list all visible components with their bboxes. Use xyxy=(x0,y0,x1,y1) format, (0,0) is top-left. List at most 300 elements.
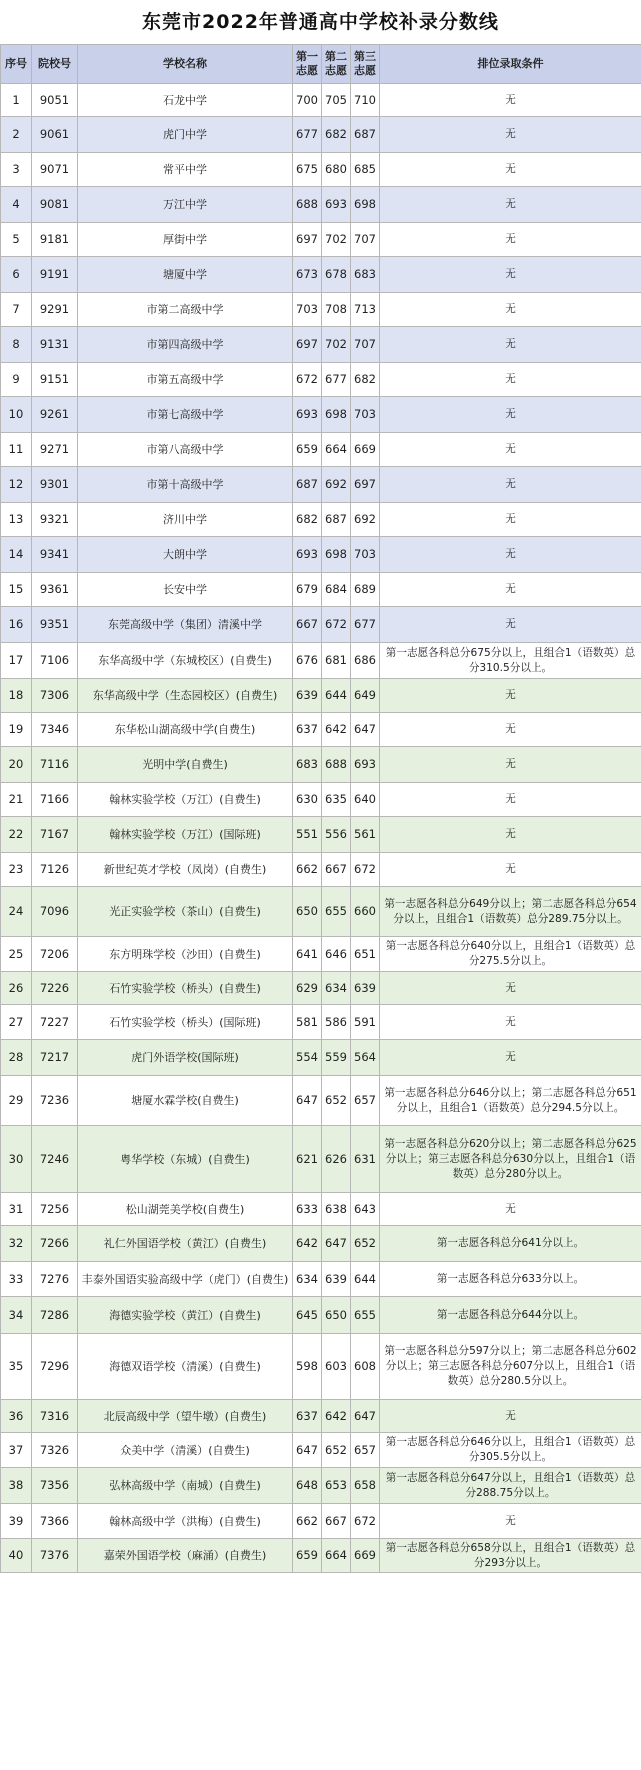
cell-third-choice: 669 xyxy=(351,433,380,467)
cell-condition: 无 xyxy=(380,853,641,887)
cell-condition: 无 xyxy=(380,573,641,607)
cell-code: 7116 xyxy=(32,747,78,783)
cell-third-choice: 672 xyxy=(351,1504,380,1539)
cell-second-choice: 692 xyxy=(322,467,351,503)
score-table xyxy=(0,44,641,1573)
table-row xyxy=(1,223,641,257)
table-row xyxy=(1,1504,641,1539)
table-row xyxy=(1,257,641,293)
cell-school-name: 万江中学 xyxy=(78,187,293,223)
cell-code: 7246 xyxy=(32,1126,78,1193)
cell-condition: 无 xyxy=(380,607,641,643)
cell-condition: 第一志愿各科总分644分以上。 xyxy=(380,1297,641,1334)
cell-first-choice: 693 xyxy=(293,397,322,433)
cell-second-choice: 635 xyxy=(322,783,351,817)
cell-third-choice: 685 xyxy=(351,153,380,187)
cell-second-choice: 646 xyxy=(322,937,351,972)
cell-school-name: 东方明珠学校（沙田）(自费生) xyxy=(78,937,293,972)
header-index: 序号 xyxy=(1,45,32,84)
cell-code: 7236 xyxy=(32,1076,78,1126)
table-row xyxy=(1,537,641,573)
cell-condition: 第一志愿各科总分675分以上，且组合1（语数英）总分310.5分以上。 xyxy=(380,643,641,679)
table-row xyxy=(1,1400,641,1433)
cell-condition: 第一志愿各科总分620分以上；第二志愿各科总分625分以上；第三志愿各科总分630分以上，且组合1（语数英）总分280分以上。 xyxy=(380,1126,641,1193)
cell-second-choice: 603 xyxy=(322,1334,351,1400)
table-row xyxy=(1,853,641,887)
cell-third-choice: 710 xyxy=(351,84,380,117)
cell-index: 26 xyxy=(1,972,32,1005)
cell-condition: 第一志愿各科总分658分以上，且组合1（语数英）总分293分以上。 xyxy=(380,1539,641,1573)
cell-school-name: 常平中学 xyxy=(78,153,293,187)
table-row xyxy=(1,783,641,817)
cell-index: 12 xyxy=(1,467,32,503)
cell-second-choice: 647 xyxy=(322,1226,351,1262)
cell-third-choice: 713 xyxy=(351,293,380,327)
cell-school-name: 市第五高级中学 xyxy=(78,363,293,397)
cell-second-choice: 644 xyxy=(322,679,351,713)
cell-code: 9181 xyxy=(32,223,78,257)
table-row xyxy=(1,937,641,972)
table-row xyxy=(1,1468,641,1504)
table-row xyxy=(1,1126,641,1193)
cell-code: 7106 xyxy=(32,643,78,679)
cell-first-choice: 633 xyxy=(293,1193,322,1226)
cell-second-choice: 626 xyxy=(322,1126,351,1193)
cell-second-choice: 639 xyxy=(322,1262,351,1297)
cell-index: 22 xyxy=(1,817,32,853)
cell-second-choice: 559 xyxy=(322,1040,351,1076)
cell-school-name: 新世纪英才学校（凤岗）(自费生) xyxy=(78,853,293,887)
cell-second-choice: 653 xyxy=(322,1468,351,1504)
cell-school-name: 东莞高级中学（集团）清溪中学 xyxy=(78,607,293,643)
header-second-choice: 第二志愿 xyxy=(322,45,351,84)
cell-index: 13 xyxy=(1,503,32,537)
cell-condition: 无 xyxy=(380,747,641,783)
header-first-choice: 第一志愿 xyxy=(293,45,322,84)
cell-index: 25 xyxy=(1,937,32,972)
table-row xyxy=(1,1262,641,1297)
cell-index: 7 xyxy=(1,293,32,327)
cell-school-name: 松山湖莞美学校(自费生) xyxy=(78,1193,293,1226)
cell-second-choice: 687 xyxy=(322,503,351,537)
cell-second-choice: 708 xyxy=(322,293,351,327)
cell-school-name: 厚街中学 xyxy=(78,223,293,257)
cell-second-choice: 702 xyxy=(322,223,351,257)
cell-school-name: 塘厦水霖学校(自费生) xyxy=(78,1076,293,1126)
cell-index: 37 xyxy=(1,1433,32,1468)
cell-school-name: 东华高级中学（生态园校区）(自费生) xyxy=(78,679,293,713)
cell-index: 18 xyxy=(1,679,32,713)
cell-third-choice: 647 xyxy=(351,1400,380,1433)
cell-condition: 第一志愿各科总分597分以上；第二志愿各科总分602分以上；第三志愿各科总分607分以上，且组合1（语数英）总分280.5分以上。 xyxy=(380,1334,641,1400)
cell-code: 9151 xyxy=(32,363,78,397)
cell-school-name: 塘厦中学 xyxy=(78,257,293,293)
cell-condition: 无 xyxy=(380,293,641,327)
cell-second-choice: 688 xyxy=(322,747,351,783)
cell-first-choice: 697 xyxy=(293,327,322,363)
cell-index: 19 xyxy=(1,713,32,747)
cell-second-choice: 667 xyxy=(322,853,351,887)
cell-first-choice: 673 xyxy=(293,257,322,293)
cell-condition: 无 xyxy=(380,1040,641,1076)
table-row xyxy=(1,887,641,937)
cell-first-choice: 650 xyxy=(293,887,322,937)
cell-code: 7167 xyxy=(32,817,78,853)
cell-condition: 无 xyxy=(380,84,641,117)
cell-third-choice: 649 xyxy=(351,679,380,713)
cell-third-choice: 687 xyxy=(351,117,380,153)
cell-first-choice: 672 xyxy=(293,363,322,397)
cell-condition: 第一志愿各科总分649分以上；第二志愿各科总分654分以上，且组合1（语数英）总分289.75分以上。 xyxy=(380,887,641,937)
cell-code: 7126 xyxy=(32,853,78,887)
cell-index: 4 xyxy=(1,187,32,223)
cell-school-name: 市第七高级中学 xyxy=(78,397,293,433)
cell-school-name: 虎门中学 xyxy=(78,117,293,153)
cell-code: 7326 xyxy=(32,1433,78,1468)
table-row xyxy=(1,643,641,679)
cell-index: 2 xyxy=(1,117,32,153)
cell-school-name: 光明中学(自费生) xyxy=(78,747,293,783)
cell-third-choice: 669 xyxy=(351,1539,380,1573)
cell-school-name: 海德实验学校（黄江）(自费生) xyxy=(78,1297,293,1334)
cell-index: 24 xyxy=(1,887,32,937)
cell-code: 7296 xyxy=(32,1334,78,1400)
cell-first-choice: 697 xyxy=(293,223,322,257)
cell-third-choice: 652 xyxy=(351,1226,380,1262)
cell-school-name: 丰泰外国语实验高级中学（虎门）(自费生) xyxy=(78,1262,293,1297)
cell-school-name: 虎门外语学校(国际班) xyxy=(78,1040,293,1076)
cell-second-choice: 698 xyxy=(322,397,351,433)
cell-index: 16 xyxy=(1,607,32,643)
cell-code: 9301 xyxy=(32,467,78,503)
cell-school-name: 海德双语学校（清溪）(自费生) xyxy=(78,1334,293,1400)
cell-index: 38 xyxy=(1,1468,32,1504)
cell-index: 36 xyxy=(1,1400,32,1433)
cell-code: 7286 xyxy=(32,1297,78,1334)
cell-first-choice: 662 xyxy=(293,853,322,887)
table-row xyxy=(1,187,641,223)
cell-school-name: 翰林高级中学（洪梅）(自费生) xyxy=(78,1504,293,1539)
cell-first-choice: 637 xyxy=(293,713,322,747)
cell-second-choice: 655 xyxy=(322,887,351,937)
cell-first-choice: 667 xyxy=(293,607,322,643)
cell-second-choice: 682 xyxy=(322,117,351,153)
cell-index: 32 xyxy=(1,1226,32,1262)
cell-condition: 无 xyxy=(380,679,641,713)
cell-code: 9291 xyxy=(32,293,78,327)
cell-school-name: 翰林实验学校（万江）(自费生) xyxy=(78,783,293,817)
table-row xyxy=(1,153,641,187)
cell-first-choice: 637 xyxy=(293,1400,322,1433)
cell-condition: 无 xyxy=(380,433,641,467)
cell-second-choice: 650 xyxy=(322,1297,351,1334)
cell-index: 33 xyxy=(1,1262,32,1297)
cell-school-name: 东华高级中学（东城校区）(自费生) xyxy=(78,643,293,679)
cell-second-choice: 677 xyxy=(322,363,351,397)
cell-code: 7316 xyxy=(32,1400,78,1433)
cell-condition: 无 xyxy=(380,783,641,817)
cell-third-choice: 693 xyxy=(351,747,380,783)
header-school-name: 学校名称 xyxy=(78,45,293,84)
cell-condition: 无 xyxy=(380,1005,641,1040)
cell-index: 11 xyxy=(1,433,32,467)
cell-condition: 无 xyxy=(380,363,641,397)
cell-first-choice: 629 xyxy=(293,972,322,1005)
table-row xyxy=(1,1539,641,1573)
cell-school-name: 市第四高级中学 xyxy=(78,327,293,363)
cell-third-choice: 640 xyxy=(351,783,380,817)
cell-third-choice: 692 xyxy=(351,503,380,537)
cell-code: 9351 xyxy=(32,607,78,643)
table-row xyxy=(1,363,641,397)
cell-code: 7166 xyxy=(32,783,78,817)
table-row xyxy=(1,607,641,643)
cell-second-choice: 556 xyxy=(322,817,351,853)
table-row xyxy=(1,117,641,153)
cell-index: 20 xyxy=(1,747,32,783)
cell-code: 7206 xyxy=(32,937,78,972)
cell-third-choice: 703 xyxy=(351,537,380,573)
table-row xyxy=(1,817,641,853)
cell-index: 8 xyxy=(1,327,32,363)
cell-code: 7366 xyxy=(32,1504,78,1539)
cell-condition: 无 xyxy=(380,327,641,363)
cell-school-name: 嘉荣外国语学校（麻涌）(自费生) xyxy=(78,1539,293,1573)
cell-condition: 无 xyxy=(380,467,641,503)
cell-index: 27 xyxy=(1,1005,32,1040)
cell-second-choice: 652 xyxy=(322,1076,351,1126)
cell-third-choice: 644 xyxy=(351,1262,380,1297)
cell-index: 30 xyxy=(1,1126,32,1193)
cell-school-name: 市第二高级中学 xyxy=(78,293,293,327)
cell-third-choice: 657 xyxy=(351,1433,380,1468)
cell-first-choice: 688 xyxy=(293,187,322,223)
cell-index: 21 xyxy=(1,783,32,817)
table-row xyxy=(1,397,641,433)
cell-code: 9061 xyxy=(32,117,78,153)
table-row xyxy=(1,327,641,363)
cell-code: 9361 xyxy=(32,573,78,607)
cell-condition: 无 xyxy=(380,187,641,223)
cell-condition: 第一志愿各科总分646分以上；第二志愿各科总分651分以上，且组合1（语数英）总分294.5分以上。 xyxy=(380,1076,641,1126)
cell-second-choice: 586 xyxy=(322,1005,351,1040)
table-row xyxy=(1,293,641,327)
cell-second-choice: 634 xyxy=(322,972,351,1005)
cell-school-name: 光正实验学校（茶山）(自费生) xyxy=(78,887,293,937)
cell-second-choice: 680 xyxy=(322,153,351,187)
cell-school-name: 众美中学（清溪）(自费生) xyxy=(78,1433,293,1468)
cell-code: 9071 xyxy=(32,153,78,187)
cell-second-choice: 642 xyxy=(322,1400,351,1433)
cell-school-name: 大朗中学 xyxy=(78,537,293,573)
cell-condition: 无 xyxy=(380,223,641,257)
cell-third-choice: 651 xyxy=(351,937,380,972)
cell-third-choice: 564 xyxy=(351,1040,380,1076)
cell-first-choice: 703 xyxy=(293,293,322,327)
cell-third-choice: 561 xyxy=(351,817,380,853)
cell-code: 9051 xyxy=(32,84,78,117)
cell-second-choice: 672 xyxy=(322,607,351,643)
table-row xyxy=(1,1433,641,1468)
table-row xyxy=(1,84,641,117)
cell-condition: 无 xyxy=(380,1504,641,1539)
cell-third-choice: 658 xyxy=(351,1468,380,1504)
cell-third-choice: 689 xyxy=(351,573,380,607)
cell-school-name: 济川中学 xyxy=(78,503,293,537)
cell-second-choice: 638 xyxy=(322,1193,351,1226)
cell-condition: 无 xyxy=(380,1193,641,1226)
cell-third-choice: 639 xyxy=(351,972,380,1005)
cell-first-choice: 662 xyxy=(293,1504,322,1539)
cell-school-name: 北辰高级中学（望牛墩）(自费生) xyxy=(78,1400,293,1433)
cell-third-choice: 698 xyxy=(351,187,380,223)
cell-first-choice: 676 xyxy=(293,643,322,679)
cell-school-name: 石竹实验学校（桥头）(自费生) xyxy=(78,972,293,1005)
header-condition: 排位录取条件 xyxy=(380,45,641,84)
cell-condition: 无 xyxy=(380,972,641,1005)
cell-first-choice: 581 xyxy=(293,1005,322,1040)
cell-index: 9 xyxy=(1,363,32,397)
cell-code: 7256 xyxy=(32,1193,78,1226)
cell-school-name: 东华松山湖高级中学(自费生) xyxy=(78,713,293,747)
cell-condition: 第一志愿各科总分633分以上。 xyxy=(380,1262,641,1297)
cell-condition: 第一志愿各科总分646分以上，且组合1（语数英）总分305.5分以上。 xyxy=(380,1433,641,1468)
cell-third-choice: 608 xyxy=(351,1334,380,1400)
cell-index: 1 xyxy=(1,84,32,117)
cell-first-choice: 693 xyxy=(293,537,322,573)
cell-code: 9081 xyxy=(32,187,78,223)
cell-code: 9261 xyxy=(32,397,78,433)
cell-third-choice: 686 xyxy=(351,643,380,679)
cell-index: 40 xyxy=(1,1539,32,1573)
cell-school-name: 弘林高级中学（南城）(自费生) xyxy=(78,1468,293,1504)
cell-condition: 第一志愿各科总分647分以上，且组合1（语数英）总分288.75分以上。 xyxy=(380,1468,641,1504)
cell-index: 10 xyxy=(1,397,32,433)
table-row xyxy=(1,503,641,537)
cell-school-name: 长安中学 xyxy=(78,573,293,607)
cell-code: 7266 xyxy=(32,1226,78,1262)
cell-index: 23 xyxy=(1,853,32,887)
cell-second-choice: 664 xyxy=(322,1539,351,1573)
cell-index: 17 xyxy=(1,643,32,679)
cell-condition: 无 xyxy=(380,1400,641,1433)
cell-code: 7096 xyxy=(32,887,78,937)
cell-index: 6 xyxy=(1,257,32,293)
header-row xyxy=(1,45,641,84)
cell-first-choice: 647 xyxy=(293,1433,322,1468)
table-row xyxy=(1,1005,641,1040)
cell-third-choice: 655 xyxy=(351,1297,380,1334)
cell-code: 7346 xyxy=(32,713,78,747)
cell-code: 9321 xyxy=(32,503,78,537)
cell-first-choice: 647 xyxy=(293,1076,322,1126)
cell-first-choice: 659 xyxy=(293,433,322,467)
cell-school-name: 市第十高级中学 xyxy=(78,467,293,503)
cell-second-choice: 678 xyxy=(322,257,351,293)
cell-code: 7356 xyxy=(32,1468,78,1504)
table-row xyxy=(1,433,641,467)
cell-third-choice: 707 xyxy=(351,223,380,257)
cell-code: 7276 xyxy=(32,1262,78,1297)
cell-school-name: 翰林实验学校（万江）(国际班) xyxy=(78,817,293,853)
cell-index: 28 xyxy=(1,1040,32,1076)
cell-third-choice: 643 xyxy=(351,1193,380,1226)
cell-first-choice: 621 xyxy=(293,1126,322,1193)
cell-second-choice: 705 xyxy=(322,84,351,117)
cell-third-choice: 682 xyxy=(351,363,380,397)
cell-third-choice: 660 xyxy=(351,887,380,937)
cell-first-choice: 700 xyxy=(293,84,322,117)
cell-index: 15 xyxy=(1,573,32,607)
cell-condition: 无 xyxy=(380,503,641,537)
table-row xyxy=(1,1226,641,1262)
table-row xyxy=(1,1076,641,1126)
cell-condition: 无 xyxy=(380,257,641,293)
cell-third-choice: 697 xyxy=(351,467,380,503)
cell-condition: 无 xyxy=(380,117,641,153)
cell-code: 7226 xyxy=(32,972,78,1005)
cell-third-choice: 591 xyxy=(351,1005,380,1040)
cell-first-choice: 648 xyxy=(293,1468,322,1504)
cell-first-choice: 598 xyxy=(293,1334,322,1400)
cell-index: 3 xyxy=(1,153,32,187)
header-third-choice: 第三志愿 xyxy=(351,45,380,84)
cell-first-choice: 641 xyxy=(293,937,322,972)
cell-code: 9191 xyxy=(32,257,78,293)
cell-index: 29 xyxy=(1,1076,32,1126)
cell-second-choice: 652 xyxy=(322,1433,351,1468)
cell-index: 14 xyxy=(1,537,32,573)
header-code: 院校号 xyxy=(32,45,78,84)
cell-index: 31 xyxy=(1,1193,32,1226)
cell-first-choice: 677 xyxy=(293,117,322,153)
table-row xyxy=(1,467,641,503)
cell-first-choice: 682 xyxy=(293,503,322,537)
cell-first-choice: 659 xyxy=(293,1539,322,1573)
page-title: 东莞市2022年普通高中学校补录分数线 xyxy=(142,11,499,33)
cell-third-choice: 683 xyxy=(351,257,380,293)
cell-school-name: 粤华学校（东城）(自费生) xyxy=(78,1126,293,1193)
cell-second-choice: 698 xyxy=(322,537,351,573)
table-row xyxy=(1,573,641,607)
cell-code: 9131 xyxy=(32,327,78,363)
cell-first-choice: 675 xyxy=(293,153,322,187)
cell-third-choice: 672 xyxy=(351,853,380,887)
cell-condition: 无 xyxy=(380,397,641,433)
cell-third-choice: 703 xyxy=(351,397,380,433)
cell-index: 5 xyxy=(1,223,32,257)
cell-second-choice: 664 xyxy=(322,433,351,467)
table-row xyxy=(1,747,641,783)
cell-first-choice: 679 xyxy=(293,573,322,607)
cell-condition: 无 xyxy=(380,537,641,573)
cell-third-choice: 657 xyxy=(351,1076,380,1126)
cell-condition: 无 xyxy=(380,713,641,747)
cell-first-choice: 642 xyxy=(293,1226,322,1262)
table-row xyxy=(1,1334,641,1400)
cell-first-choice: 639 xyxy=(293,679,322,713)
cell-code: 7376 xyxy=(32,1539,78,1573)
cell-condition: 无 xyxy=(380,153,641,187)
cell-school-name: 市第八高级中学 xyxy=(78,433,293,467)
cell-first-choice: 630 xyxy=(293,783,322,817)
cell-first-choice: 551 xyxy=(293,817,322,853)
cell-second-choice: 693 xyxy=(322,187,351,223)
cell-third-choice: 707 xyxy=(351,327,380,363)
cell-second-choice: 684 xyxy=(322,573,351,607)
cell-first-choice: 645 xyxy=(293,1297,322,1334)
cell-school-name: 石竹实验学校（桥头）(国际班) xyxy=(78,1005,293,1040)
